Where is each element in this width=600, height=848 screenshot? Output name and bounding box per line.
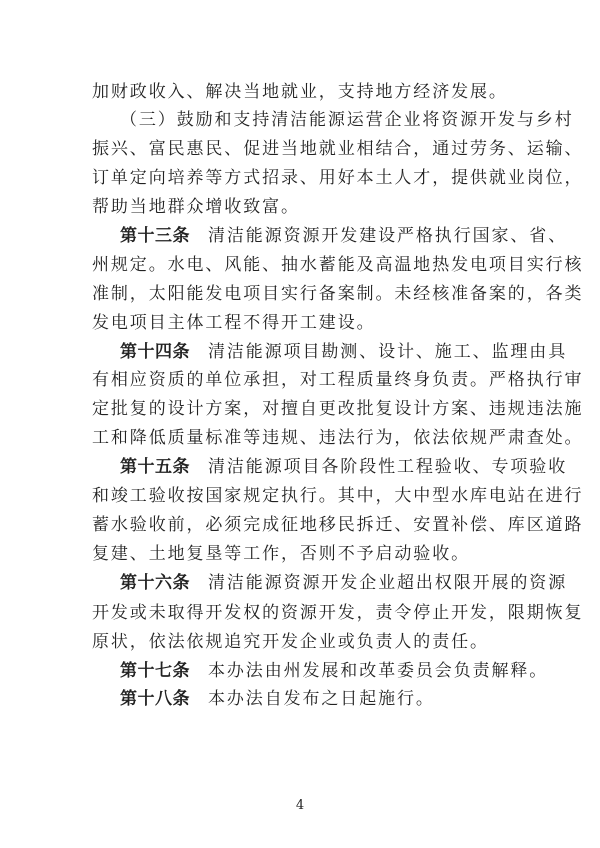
text-line: 蓄水验收前，必须完成征地移民拆迁、安置补偿、库区道路 (92, 515, 584, 535)
article-label: 第十七条 (120, 661, 190, 681)
article-label: 第十八条 (120, 689, 190, 709)
text-line: 复建、土地复垦等工作，否则不予启动验收。 (92, 544, 470, 564)
text-line: 原状，依法依规追究开发企业或负责人的责任。 (92, 632, 489, 652)
text-line: 本办法由州发展和改革委员会负责解释。 (208, 661, 549, 681)
text-line: （三）鼓励和支持清洁能源运营企业将资源开发与乡村 (120, 110, 574, 130)
text-line: 工和降低质量标准等违规、违法行为，依法依规严肃查处。 (92, 428, 584, 448)
article-13 (120, 222, 568, 251)
text-line: 和竣工验收按国家规定执行。其中，大中型水库电站在进行 (92, 486, 584, 506)
page-number: 4 (295, 798, 305, 813)
article-18 (120, 685, 508, 714)
text-line: 订单定向培养等方式招录、用好本土人才，提供就业岗位， (92, 168, 584, 188)
text-line: 帮助当地群众增收致富。 (92, 197, 300, 217)
text-line: 加财政收入、解决当地就业，支持地方经济发展。 (92, 82, 508, 102)
article-15 (120, 453, 568, 482)
text-line: 有相应资质的单位承担，对工程质量终身负责。严格执行审 (92, 370, 584, 390)
text-line: 振兴、富民惠民、促进当地就业相结合，通过劳务、运输、 (92, 139, 584, 159)
text-line: 定批复的设计方案，对擅自更改批复设计方案、违规违法施 (92, 399, 584, 419)
article-label: 第十五条 (120, 457, 190, 477)
article-label: 第十三条 (120, 226, 190, 246)
text-line: 清洁能源资源开发企业超出权限开展的资源 (208, 573, 568, 593)
article-label: 第十四条 (120, 342, 190, 362)
article-17 (120, 657, 549, 686)
text-line: 发电项目主体工程不得开工建设。 (92, 313, 376, 333)
article-16 (120, 569, 568, 598)
text-line: 清洁能源项目勘测、设计、施工、监理由具 (208, 342, 568, 362)
article-14 (120, 338, 568, 367)
text-line: 州规定。水电、风能、抽水蓄能及高温地热发电项目实行核 (92, 255, 584, 275)
text-line: 清洁能源项目各阶段性工程验收、专项验收 (208, 457, 568, 477)
article-label: 第十六条 (120, 573, 190, 593)
text-line: 准制，太阳能发电项目实行备案制。未经核准备案的，各类 (92, 284, 584, 304)
text-line: 本办法自发布之日起施行。 (208, 689, 435, 709)
text-line: 开发或未取得开发权的资源开发，责令停止开发，限期恢复 (92, 603, 584, 623)
text-line: 清洁能源资源开发建设严格执行国家、省、 (208, 226, 568, 246)
